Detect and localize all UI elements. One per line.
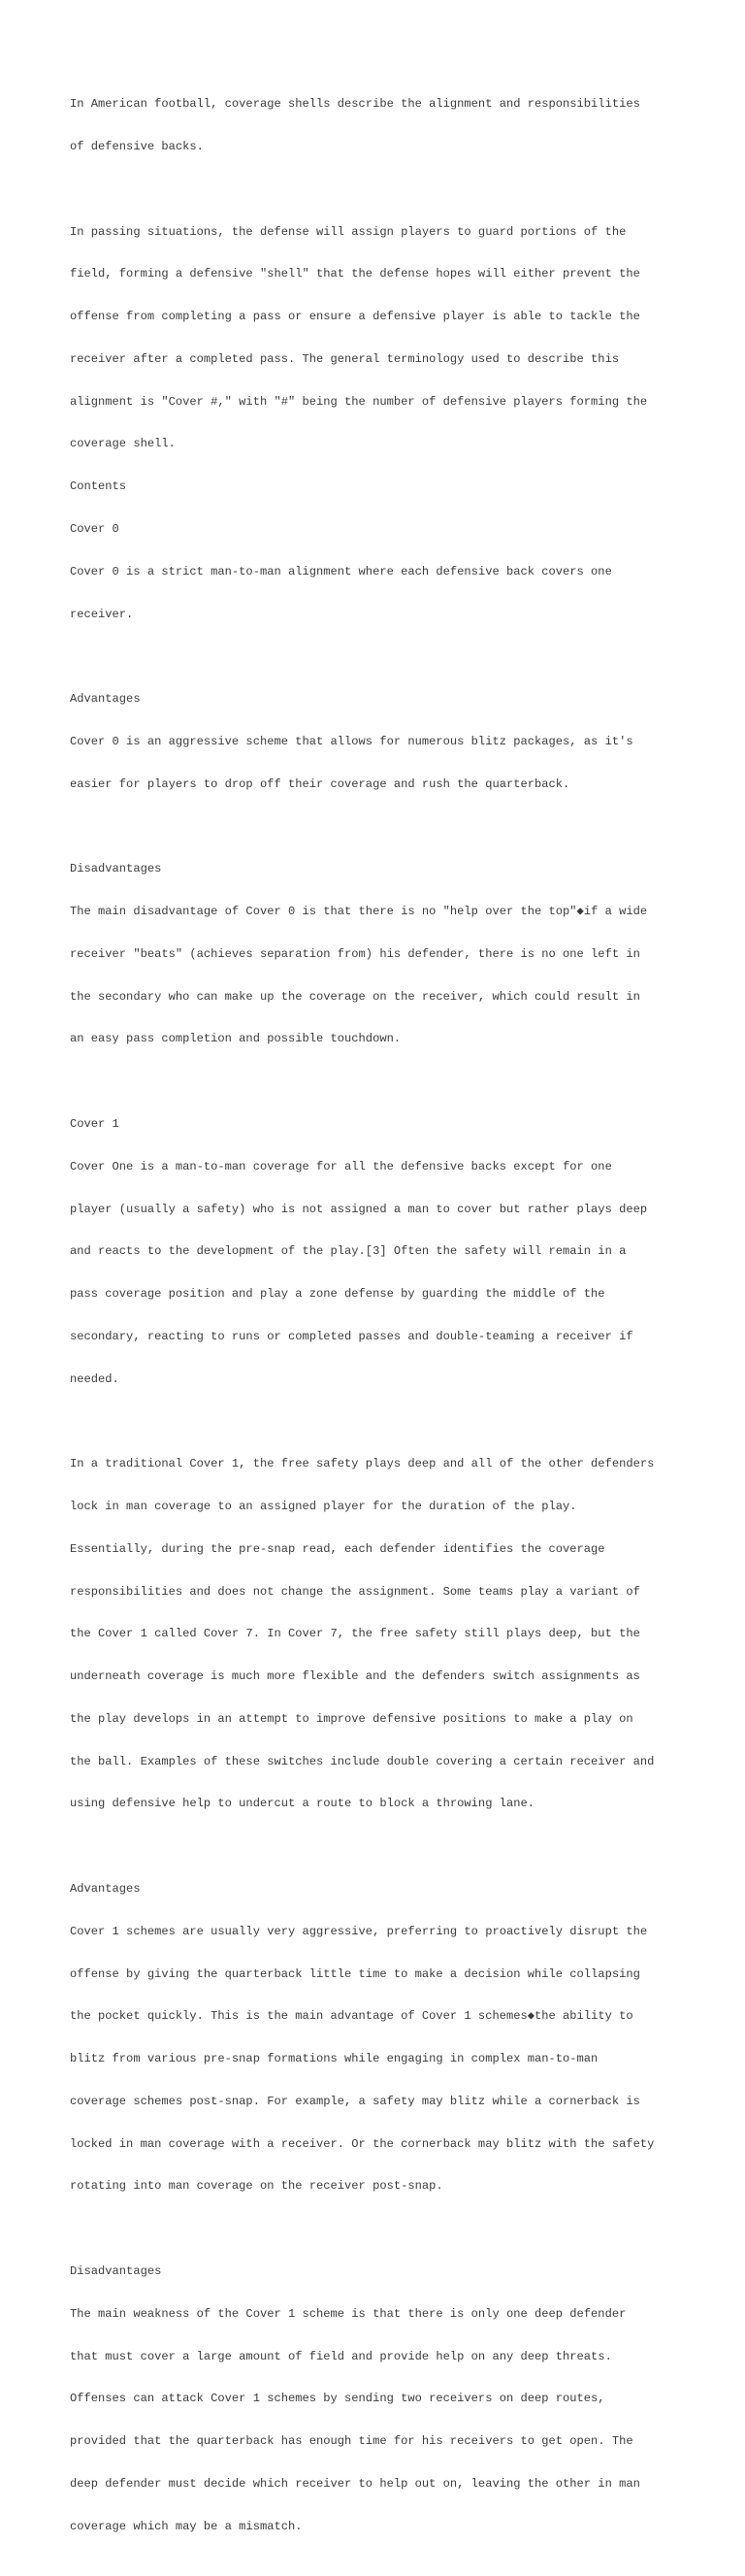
text-line: the Cover 1 called Cover 7. In Cover 7, the free safety still plays deep, but the [70,1627,640,1641]
text-line: blitz from various pre-snap formations while engaging in complex man-to-man [70,2052,599,2066]
text-line: needed. [70,1371,119,1386]
text-line: The main weakness of the Cover 1 scheme is that there is only one deep defender [70,2306,627,2321]
text-line: the secondary who can make up the coverage on the receiver, which could result in [70,989,640,1004]
text-line: secondary, reacting to runs or completed passes and double-teaming a receiver if [70,1329,633,1343]
text-line: receiver after a completed pass. The general terminology used to describe this [70,351,620,366]
text-line: receiver "beats" (achieves separation from) his defender, there is no one left in [70,946,640,961]
text-line: In American football, coverage shells describe the alignment and responsibilities [70,97,640,112]
disadvantages-heading: Disadvantages [70,862,162,876]
text-line: deep defender must decide which receiver to help out on, leaving the other in man [70,2476,640,2491]
document-body [70,69,691,2576]
text-line: player (usually a safety) who is not assigned a man to cover but rather plays deep [70,1202,648,1216]
text-line: In a traditional Cover 1, the free safety plays deep and all of the other defenders [70,1457,655,1471]
cover-1-advantages-section [70,1854,691,2222]
text-line: Essentially, during the pre-snap read, each defender identifies the coverage [70,1541,605,1556]
disadvantages-heading: Disadvantages [70,2264,162,2279]
text-line: that must cover a large amount of field and provide help on any deep threats. [70,2349,612,2363]
advantages-heading: Advantages [70,1882,141,1896]
text-line: receiver. [70,607,134,621]
text-line: Cover 0 is a strict man-to-man alignment where each defensive back covers one [70,564,612,578]
advantages-heading: Advantages [70,692,141,707]
text-line: underneath coverage is much more flexible and the defenders switch assignments as [70,1669,640,1684]
text-line: pass coverage position and play a zone defense by guarding the middle of the [70,1287,605,1302]
text-line: field, forming a defensive "shell" that the defense hopes will either prevent the [70,267,640,281]
text-line: In passing situations, the defense will assign players to guard portions of the [70,224,627,239]
cover-1-section [70,1089,691,1415]
text-line: the pocket quickly. This is the main advantage of Cover 1 schemes◆the ability to [70,2009,633,2024]
text-line: of defensive backs. [70,139,204,153]
text-line: provided that the quarterback has enough time for his receivers to get open. The [70,2434,633,2449]
text-line: The main disadvantage of Cover 0 is that there is no "help over the top"◆if a wide [70,905,648,919]
text-line: easier for players to drop off their coverage and rush the quarterback. [70,776,570,791]
cover-1-heading: Cover 1 [70,1116,119,1131]
traditional-cover-1-paragraph [70,1429,691,1839]
text-line: Cover One is a man-to-man coverage for all the defensive backs except for one [70,1159,612,1173]
cover-0-disadvantages-section [70,834,691,1074]
text-line: responsibilities and does not change the assignment. Some teams play a variant of [70,1584,640,1599]
cover-0-heading: Cover 0 [70,522,119,536]
contents-heading: Contents [70,479,127,494]
text-line: and reacts to the development of the play.[3] Often the safety will remain in a [70,1244,627,1259]
text-line: Cover 0 is an aggressive scheme that allows for numerous blitz packages, as it's [70,734,633,748]
text-line: the play develops in an attempt to improve defensive positions to make a play on [70,1711,633,1726]
text-line: an easy pass completion and possible touchdown. [70,1032,402,1046]
text-line: offense from completing a pass or ensure a defensive player is able to tackle the [70,310,640,324]
text-line: locked in man coverage with a receiver. Or the cornerback may blitz with the safety [70,2136,655,2151]
text-line: lock in man coverage to an assigned player for the duration of the play. [70,1499,577,1513]
intro-paragraph [70,69,691,182]
text-line: alignment is "Cover #," with "#" being the number of defensive players forming the [70,394,648,409]
text-line: Cover 1 schemes are usually very aggressive, preferring to proactively disrupt the [70,1924,648,1938]
cover-1-disadvantages-section [70,2236,691,2562]
text-line: Offenses can attack Cover 1 schemes by sending two receivers on deep routes, [70,2392,605,2406]
text-line: the ball. Examples of these switches include double covering a certain receiver and [70,1754,655,1768]
text-line: offense by giving the quarterback little time to make a decision while collapsing [70,1966,640,1981]
text-line: coverage shell. [70,437,176,451]
cover-0-advantages-section [70,664,691,820]
text-line: using defensive help to undercut a route to block a throwing lane. [70,1797,534,1811]
text-line: coverage schemes post-snap. For example, a safety may blitz while a cornerback is [70,2094,640,2108]
passing-situations-paragraph [70,196,691,649]
text-line: rotating into man coverage on the receiver post-snap. [70,2179,443,2194]
text-line: coverage which may be a mismatch. [70,2519,303,2533]
